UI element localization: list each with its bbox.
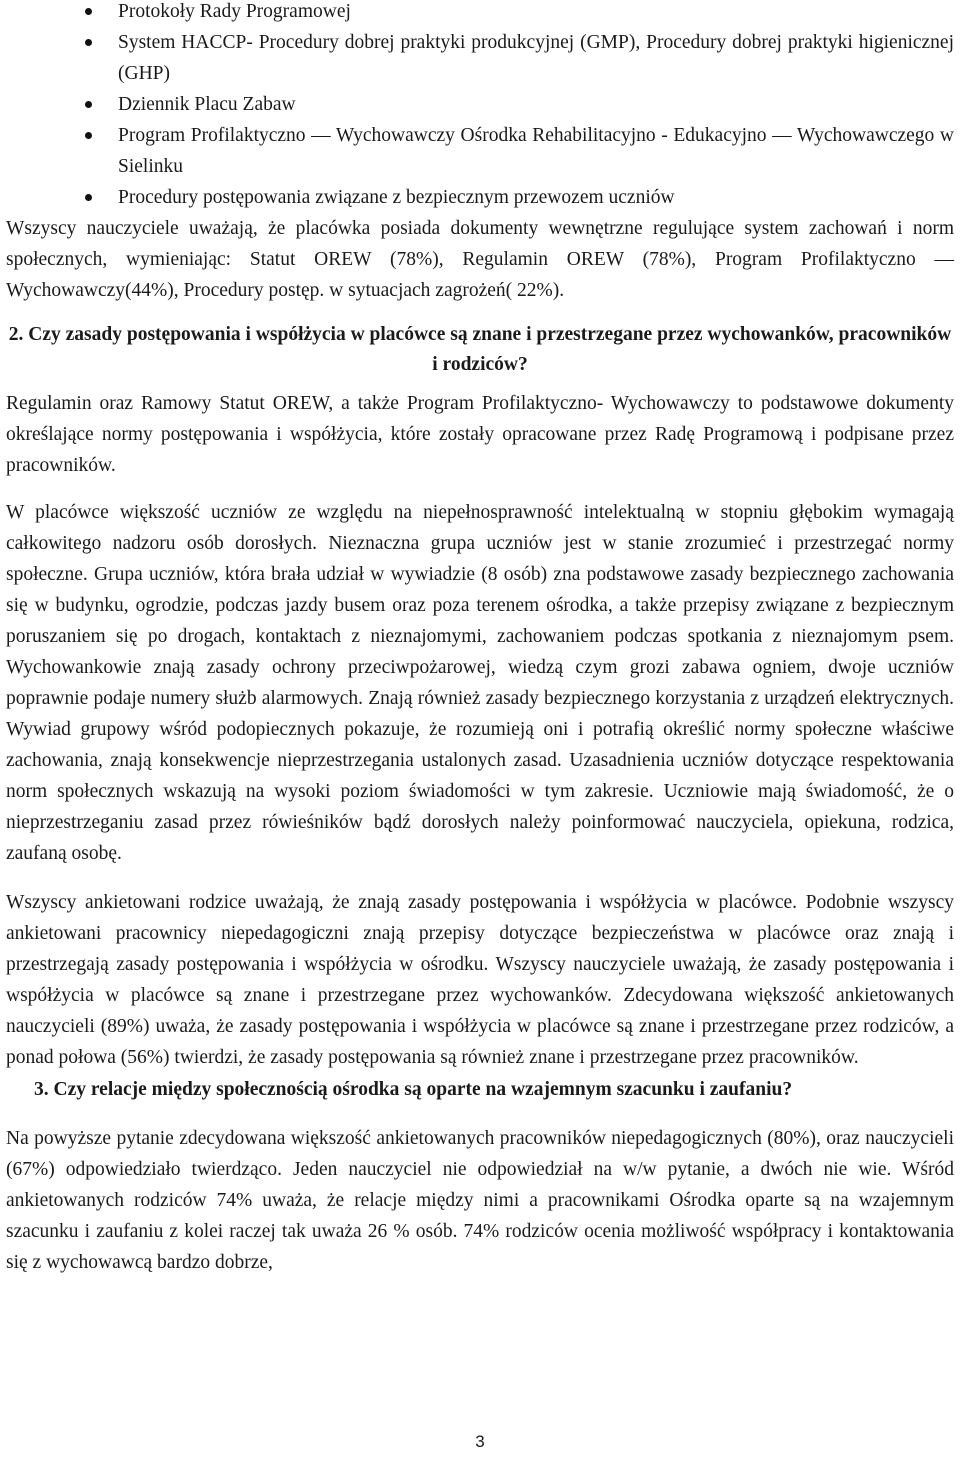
question-2-heading: 2. Czy zasady postępowania i współżycia w placówce są znane i przestrzegane przez wychowanków, pracowników i rodziców? [8,324,952,375]
page-number: 3 [475,1432,485,1451]
paragraph-documents: Wszyscy nauczyciele uważają, że placówka posiada dokumenty wewnętrzne regulujące system zachowań i norm społecznych, wymieniając: Statut OREW (78%), Regulamin OREW (78%), Program Profilaktyczno ― Wychowawczy(44%), Procedury postęp. w sytuacjach zagrożeń( 22%). [6,218,954,301]
list-item: Protokoły Rady Programowej [6,0,954,27]
document-page [6,0,954,1278]
paragraph-rodzice: Wszyscy ankietowani rodzice uważają, że znają zasady postępowania i współżycia w placówce. Podobnie wszyscy ankietowani pracownicy niepedagogiczni znają przepisy dotyczące bezpieczeństwa w placówce oraz znają i przestrzegają zasady postępowania i współżycia w ośrodku. Wszyscy nauczyciele uważają, że zasady postępowania i współżycia w placówce są znane i przestrzegane przez wychowanków. Zdecydowana większość ankietowanych nauczycieli (89%) uważa, że zasady postępowania i współżycia w placówce są znane i przestrzegane przez rodziców, a ponad połowa (56%) twierdzi, że zasady postępowania są również znane i przestrzegane przez pracowników. [6,892,954,1068]
question-3-heading: 3. Czy relacje między społecznością ośrodka są oparte na wzajemnym szacunku i zaufaniu? [34,1079,793,1100]
document-list [6,0,954,213]
list-item: Program Profilaktyczno ― Wychowawczy Ośrodka Rehabilitacyjno - Edukacyjno ― Wychowawczego w Sielinku [6,120,954,182]
paragraph-relacje: Na powyższe pytanie zdecydowana większość ankietowanych pracowników niepedagogicznych (80%), oraz nauczycieli (67%) odpowiedziało twierdząco. Jeden nauczyciel nie odpowiedział na w/w pytanie, a dwóch nie wie. Wśród ankietowanych rodziców 74% uważa, że relacje między nimi a pracownikami Ośrodka oparte są na wzajemnym szacunku i zaufaniu z kolei raczej tak uważa 26 % osób. 74% rodziców ocenia możliwość współpracy i kontaktowania się z wychowawcą bardzo dobrze, [6,1128,954,1273]
list-item: Dziennik Placu Zabaw [6,89,954,120]
list-item: Procedury postępowania związane z bezpiecznym przewozem uczniów [6,182,954,213]
paragraph-uczniowie: W placówce większość uczniów ze względu na niepełnosprawność intelektualną w stopniu głębokim wymagają całkowitego nadzoru osób dorosłych. Nieznaczna grupa uczniów jest w stanie zrozumieć i przestrzegać normy społeczne. Grupa uczniów, która brała udział w wywiadzie (8 osób) zna podstawowe zasady bezpiecznego zachowania się w budynku, ogrodzie, podczas jazdy busem oraz poza terenem ośrodka, a także przepisy związane z bezpiecznym poruszaniem się po drogach, kontaktach z nieznajomymi, zachowaniem podczas spotkania z nieznajomym psem. Wychowankowie znają zasady ochrony przeciwpożarowej, wiedzą czym grozi zabawa ogniem, dwoje uczniów poprawnie podaje numery służb alarmowych. Znają również zasady bezpiecznego korzystania z urządzeń elektrycznych. Wywiad grupowy wśród podopiecznych pokazuje, że rozumieją oni i potrafią określić normy społeczne właściwe zachowania, znają konsekwencje nieprzestrzegania ustalonych zasad. Uzasadnienia uczniów dotyczące respektowania norm społecznych wskazują na wysoki poziom świadomości w tym zakresie. Uczniowie mają świadomość, że o nieprzestrzeganiu zasad przez rówieśników bądź dorosłych należy poinformować nauczyciela, opiekuna, rodzica, zaufaną osobę. [6,502,954,864]
paragraph-regulamin: Regulamin oraz Ramowy Statut OREW, a także Program Profilaktyczno- Wychowawczy to podstawowe dokumenty określające normy postępowania i współżycia, które zostały opracowane przez Radę Programową i podpisane przez pracowników. [6,393,954,476]
list-item: System HACCP- Procedury dobrej praktyki produkcyjnej (GMP), Procedury dobrej praktyki higienicznej (GHP) [6,27,954,89]
